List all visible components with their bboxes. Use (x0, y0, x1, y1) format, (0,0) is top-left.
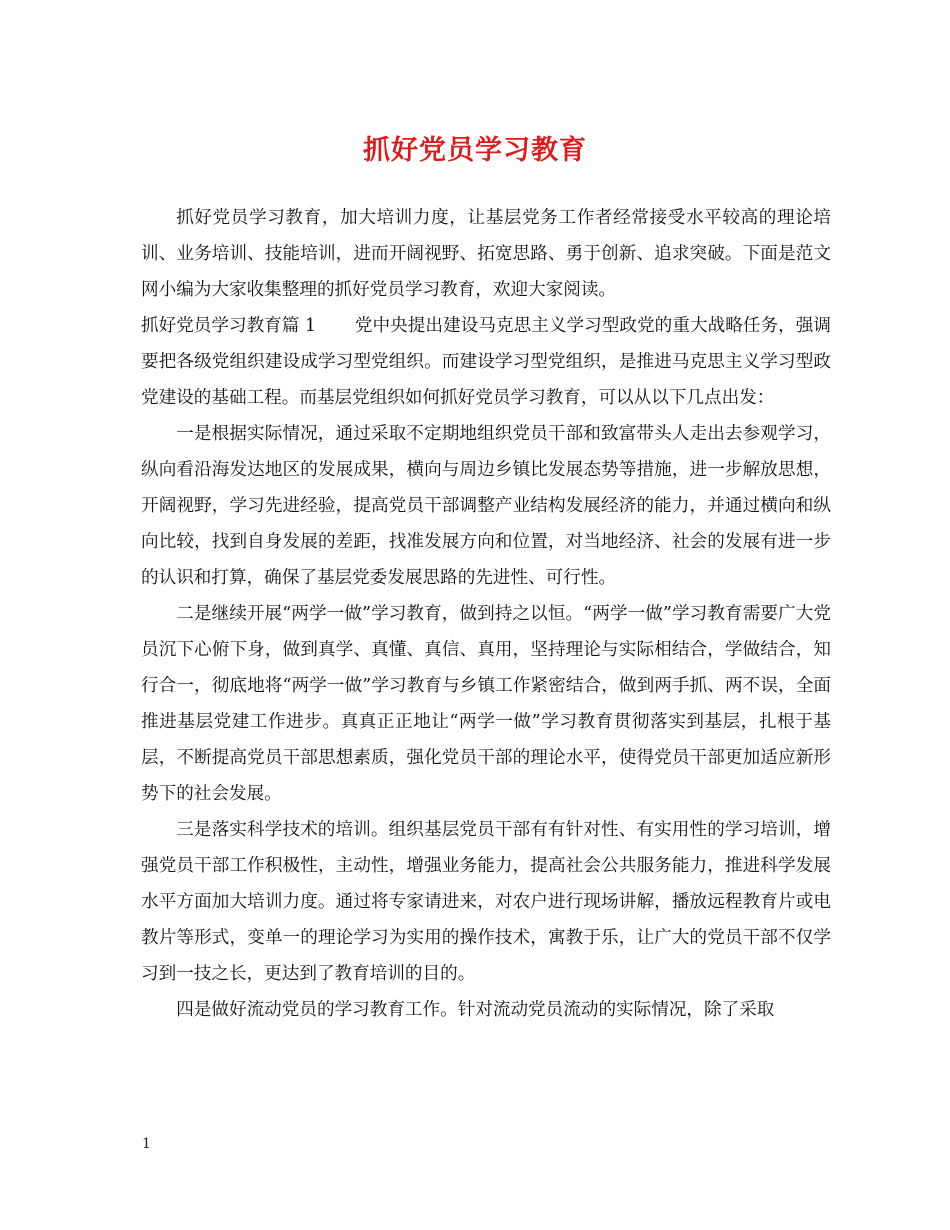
section-intro-text: 党中央提出建设马克思主义学习型政党的重大战略任务，强调要把各级党组织建设成学习型党组织。而建设学习型党组织，是推进马克思主义学习型政党建设的基础工程。而基层党组织如何抓好党员学习教育，可以从以下几点出发： (141, 316, 831, 408)
page-number: 1 (142, 1136, 151, 1152)
paragraph-point-3: 三是落实科学技术的培训。组织基层党员干部有有针对性、有实用性的学习培训，增强党员干部工作积极性，主动性，增强业务能力，提高社会公共服务能力，推进科学发展水平方面加大培训力度。通过将专家请进来，对农户进行现场讲解，播放远程教育片或电教片等形式，变单一的理论学习为实用的操作技术，寓教于乐，让广大的党员干部不仅学习到一技之长，更达到了教育培训的目的。 (141, 820, 831, 984)
document-title: 抓好党员学习教育 (363, 135, 587, 166)
intro-paragraph: 抓好党员学习教育，加大培训力度，让基层党务工作者经常接受水平较高的理论培训、业务培训、技能培训，进而开阔视野、拓宽思路、勇于创新、追求突破。下面是范文网小编为大家收集整理的抓好党员学习教育，欢迎大家阅读。 (141, 208, 831, 300)
section-label: 抓好党员学习教育篇 1 (141, 316, 317, 336)
document-body (141, 200, 831, 1028)
paragraph-point-4: 四是做好流动党员的学习教育工作。针对流动党员流动的实际情况，除了采取 (176, 1000, 775, 1020)
section-paragraph (141, 308, 831, 416)
paragraph-point-1: 一是根据实际情况，通过采取不定期地组织党员干部和致富带头人走出去参观学习，纵向看沿海发达地区的发展成果，横向与周边乡镇比发展态势等措施，进一步解放思想，开阔视野，学习先进经验，提高党员干部调整产业结构发展经济的能力，并通过横向和纵向比较，找到自身发展的差距，找准发展方向和位置，对当地经济、社会的发展有进一步的认识和打算，确保了基层党委发展思路的先进性、可行性。 (141, 424, 831, 588)
paragraph-point-2: 二是继续开展“两学一做”学习教育，做到持之以恒。“两学一做”学习教育需要广大党员沉下心俯下身，做到真学、真懂、真信、真用，坚持理论与实际相结合，学做结合，知行合一，彻底地将“两学一做”学习教育与乡镇工作紧密结合，做到两手抓、两不误，全面推进基层党建工作进步。真真正正地让“两学一做”学习教育贯彻落实到基层，扎根于基层，不断提高党员干部思想素质，强化党员干部的理论水平，使得党员干部更加适应新形势下的社会发展。 (141, 604, 831, 804)
